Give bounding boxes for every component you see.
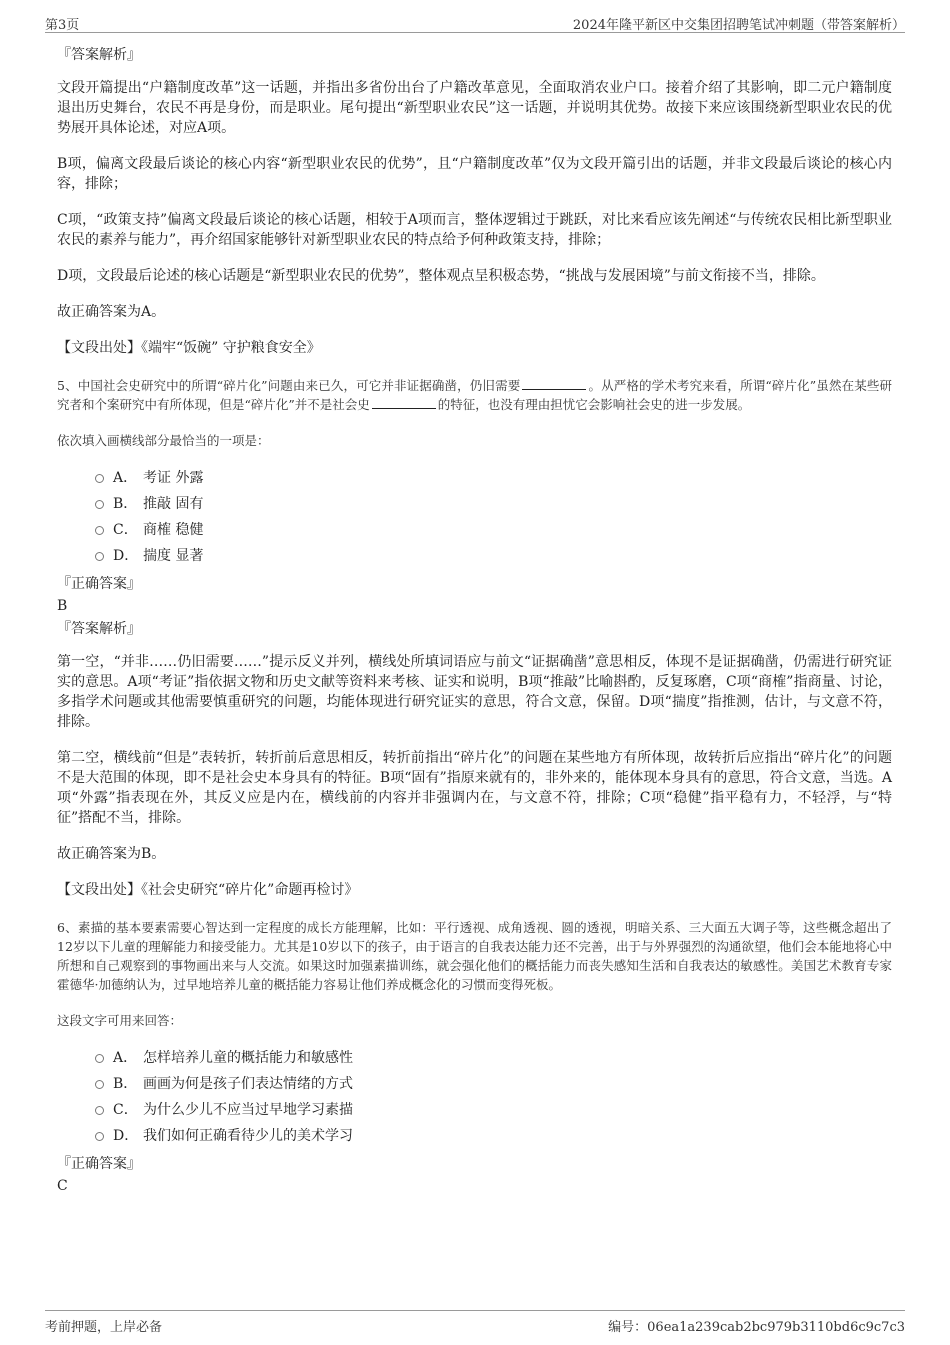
option-c[interactable]: C． 商榷 稳健 (95, 516, 892, 542)
passage-source: 【文段出处】《端牢“饭碗” 守护粮食安全》 (57, 340, 321, 356)
analysis-paragraph: 第一空，“并非……仍旧需要……”提示反义并列，横线处所填词语应与前文“证据确凿”意思相反，体现不是证据确凿，仍需进行研究证实的意思。A项“考证”指依据文物和历史文献等资料来考核、证实和说明，B项“推敲”比喻斟酌，反复琢磨，C项“商榷”指商量、讨论，多指学术问题或其他需要慎重研究的问题，均能体现进行研究证实的意思，符合文意，保留。D项“揣度”指推测，估计，与文意不符，排除。 (57, 654, 892, 730)
analysis-paragraph: D项，文段最后论述的核心话题是“新型职业农民的优势”，整体观点呈积极态势，“挑战与发展困境”与前文衔接不当，排除。 (57, 268, 825, 284)
radio-icon[interactable] (95, 500, 104, 509)
option-b[interactable]: B． 推敲 固有 (95, 490, 892, 516)
radio-icon[interactable] (95, 526, 104, 535)
analysis-label: 『答案解析』 (57, 621, 141, 637)
answer-label: 『正确答案』 (57, 1156, 141, 1172)
passage-source: 【文段出处】《社会史研究“碎片化”命题再检讨》 (57, 882, 359, 898)
radio-icon[interactable] (95, 1106, 104, 1115)
page-footer (45, 1310, 905, 1335)
option-d[interactable]: D． 我们如何正确看待少儿的美术学习 (95, 1122, 892, 1148)
radio-icon[interactable] (95, 1080, 104, 1089)
fill-blank (372, 396, 436, 409)
page-content (57, 44, 892, 1198)
question-6-prompt: 这段文字可用来回答： (57, 1013, 183, 1028)
option-a[interactable]: A． 考证 外露 (95, 464, 892, 490)
question-5-prompt: 依次填入画横线部分最恰当的一项是： (57, 433, 270, 448)
analysis-paragraph: C项，“政策支持”偏离文段最后谈论的核心话题，相较于A项而言，整体逻辑过于跳跃，对比来看应该先阐述“与传统农民相比新型职业农民的素养与能力”，再介绍国家能够针对新型职业农民的特点给予何种政策支持，排除； (57, 212, 892, 248)
fill-blank (522, 377, 586, 390)
analysis-label: 『答案解析』 (57, 47, 141, 63)
analysis-paragraph: 文段开篇提出“户籍制度改革”这一话题，并指出多省份出台了户籍改革意见，全面取消农业户口。接着介绍了其影响，即二元户籍制度退出历史舞台，农民不再是身份，而是职业。尾句提出“新型职业农民”这一话题，并说明其优势。故接下来应该围绕新型职业农民的优势展开具体论述，对应A项。 (57, 80, 892, 136)
correct-answer: B (57, 598, 68, 614)
radio-icon[interactable] (95, 552, 104, 561)
option-d[interactable]: D． 揣度 显著 (95, 542, 892, 568)
radio-icon[interactable] (95, 474, 104, 483)
option-b[interactable]: B． 画画为何是孩子们表达情绪的方式 (95, 1070, 892, 1096)
question-6-options (95, 1044, 892, 1148)
question-5-options (95, 464, 892, 568)
question-6-text: 6、素描的基本要素需要心智达到一定程度的成长方能理解，比如：平行透视、成角透视、圆的透视，明暗关系、三大面五大调子等，这些概念超出了12岁以下儿童的理解能力和接受能力。尤其是10岁以下的孩子，由于语言的自我表达能力还不完善，出于与外界强烈的沟通欲望，他们会本能地将心中所想和自己观察到的事物画出来与人交流。如果这时加强素描训练，就会强化他们的概括能力而丧失感知生活和自我表达的敏感性。美国艺术教育专家霍德华·加德纳认为，过早地培养儿童的概括能力容易让他们养成概念化的习惯而变得死板。 (57, 920, 892, 992)
answer-label: 『正确答案』 (57, 576, 141, 592)
analysis-conclusion: 故正确答案为A。 (57, 304, 166, 320)
option-a[interactable]: A． 怎样培养儿童的概括能力和敏感性 (95, 1044, 892, 1070)
analysis-conclusion: 故正确答案为B。 (57, 846, 166, 862)
document-title: 2024年隆平新区中交集团招聘笔试冲刺题（带答案解析） (572, 18, 905, 33)
page-number: 第3页 (45, 18, 80, 33)
footer-slogan: 考前押题，上岸必备 (45, 1320, 163, 1335)
analysis-paragraph: 第二空，横线前“但是”表转折，转折前后意思相反，转折前指出“碎片化”的问题在某些地方有所体现，故转折后应指出“碎片化”的问题不是大范围的体现，即不是社会史本身具有的特征。B项“固有”指原来就有的，非外来的，能体现本身具有的意思，符合文意，当选。A项“外露”指表现在外，其反义应是内在，横线前的内容并非强调内在，与文意不符，排除；C项“稳健”指平稳有力，不轻浮，与“特征”搭配不当，排除。 (57, 750, 892, 826)
document-code: 编号：06ea1a239cab2bc979b3110bd6c9c7c3 (608, 1320, 905, 1335)
radio-icon[interactable] (95, 1054, 104, 1063)
question-5-text: 5、中国社会史研究中的所谓“碎片化”问题由来已久，可它并非证据确凿，仍旧需要 。从严格的学术考究来看，所谓“碎片化”虽然在某些研究者和个案研究中有所体现，但是“碎片化”并不是社会史 的特征，也没有理由担忧它会影响社会史的进一步发展。 (57, 378, 892, 412)
radio-icon[interactable] (95, 1132, 104, 1141)
page-header (45, 12, 905, 33)
correct-answer: C (57, 1178, 68, 1194)
option-c[interactable]: C． 为什么少儿不应当过早地学习素描 (95, 1096, 892, 1122)
analysis-paragraph: B项，偏离文段最后谈论的核心内容“新型职业农民的优势”，且“户籍制度改革”仅为文段开篇引出的话题，并非文段最后谈论的核心内容，排除； (57, 156, 892, 192)
